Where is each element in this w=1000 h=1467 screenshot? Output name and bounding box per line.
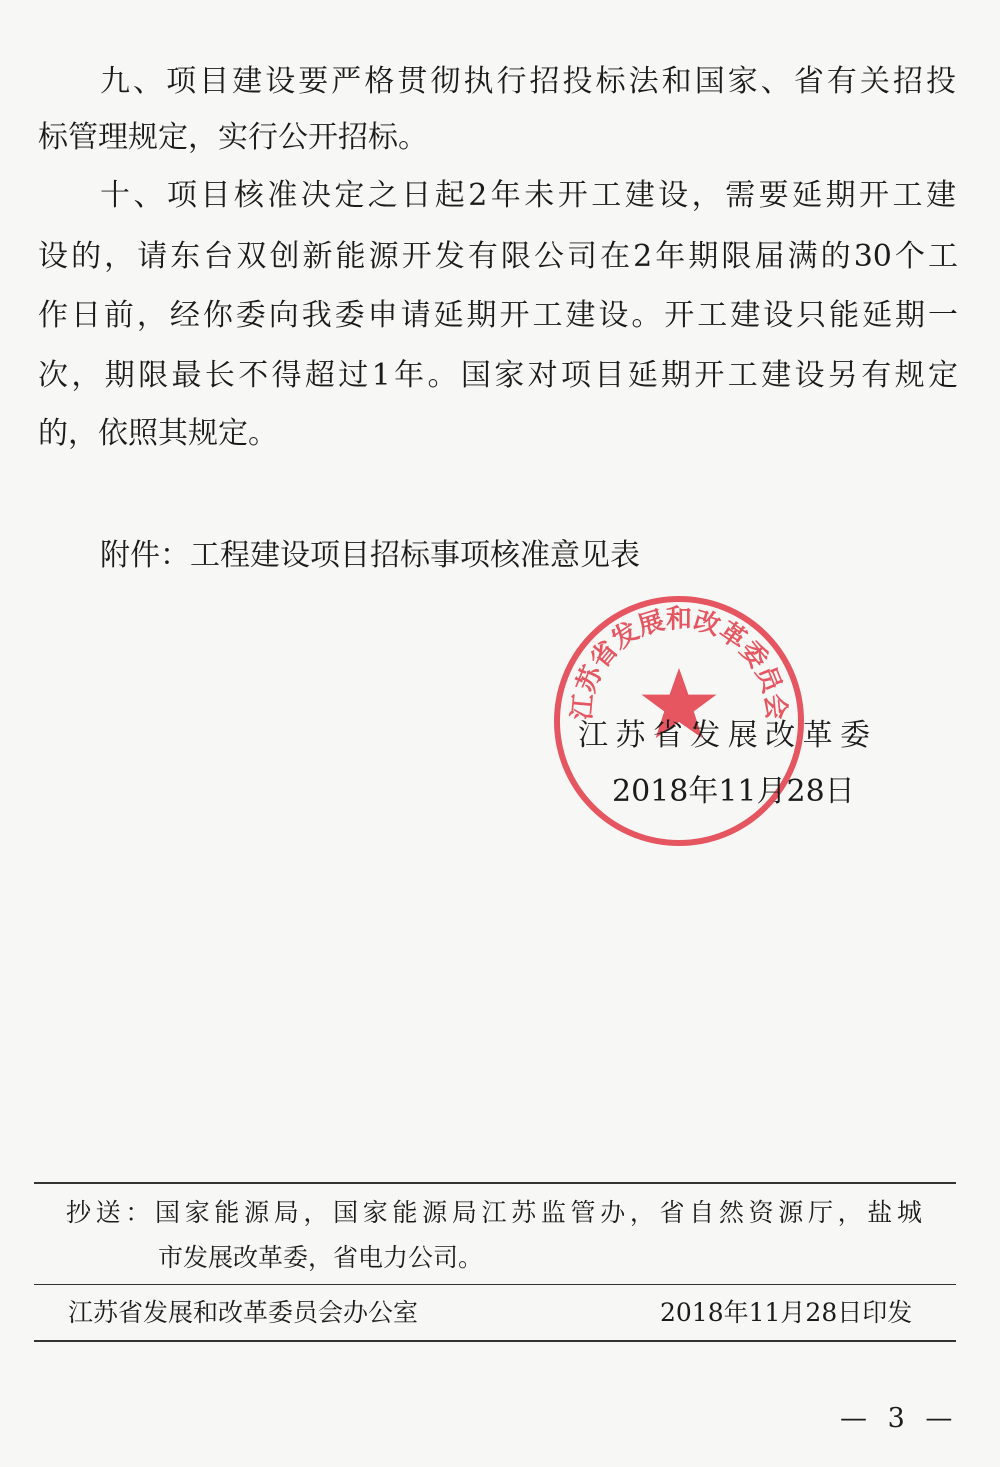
cc-bottom-rule	[34, 1284, 956, 1285]
issue-date: 2018年11月28日印发	[660, 1298, 913, 1327]
clause-10-line-5: 的，依照其规定。	[38, 416, 278, 451]
footer-bottom-rule	[34, 1340, 956, 1342]
clause-9-line-2: 标管理规定，实行公开招标。	[38, 120, 428, 155]
clause-10-line-3: 作日前，经你委向我委申请延期开工建设。开工建设只能延期一	[38, 298, 958, 333]
clause-9-line-1: 九、项目建设要严格贯彻执行招投标法和国家、省有关招投	[100, 64, 956, 99]
signature-date: 2018年11月28日	[612, 774, 855, 809]
cc-line-2: 市发展改革委，省电力公司。	[158, 1243, 484, 1272]
clause-10-line-4: 次，期限最长不得超过1年。国家对项目延期开工建设另有规定	[38, 358, 958, 393]
signature-org: 江苏省发展改革委	[578, 718, 870, 753]
issuer-office: 江苏省发展和改革委员会办公室	[68, 1298, 419, 1327]
cc-line-1: 抄送：国家能源局，国家能源局江苏监管办，省自然资源厅，盐城	[66, 1198, 922, 1227]
attachment-line: 附件：工程建设项目招标事项核准意见表	[100, 538, 640, 573]
clause-10-line-2: 设的，请东台双创新能源开发有限公司在2年期限届满的30个工	[38, 239, 958, 274]
page-number: — 3 —	[840, 1403, 959, 1434]
clause-10-line-1: 十、项目核准决定之日起2年未开工建设，需要延期开工建	[100, 178, 956, 213]
seal-text: 江苏省发展和改革委员会	[567, 604, 791, 722]
cc-top-rule	[34, 1182, 956, 1184]
